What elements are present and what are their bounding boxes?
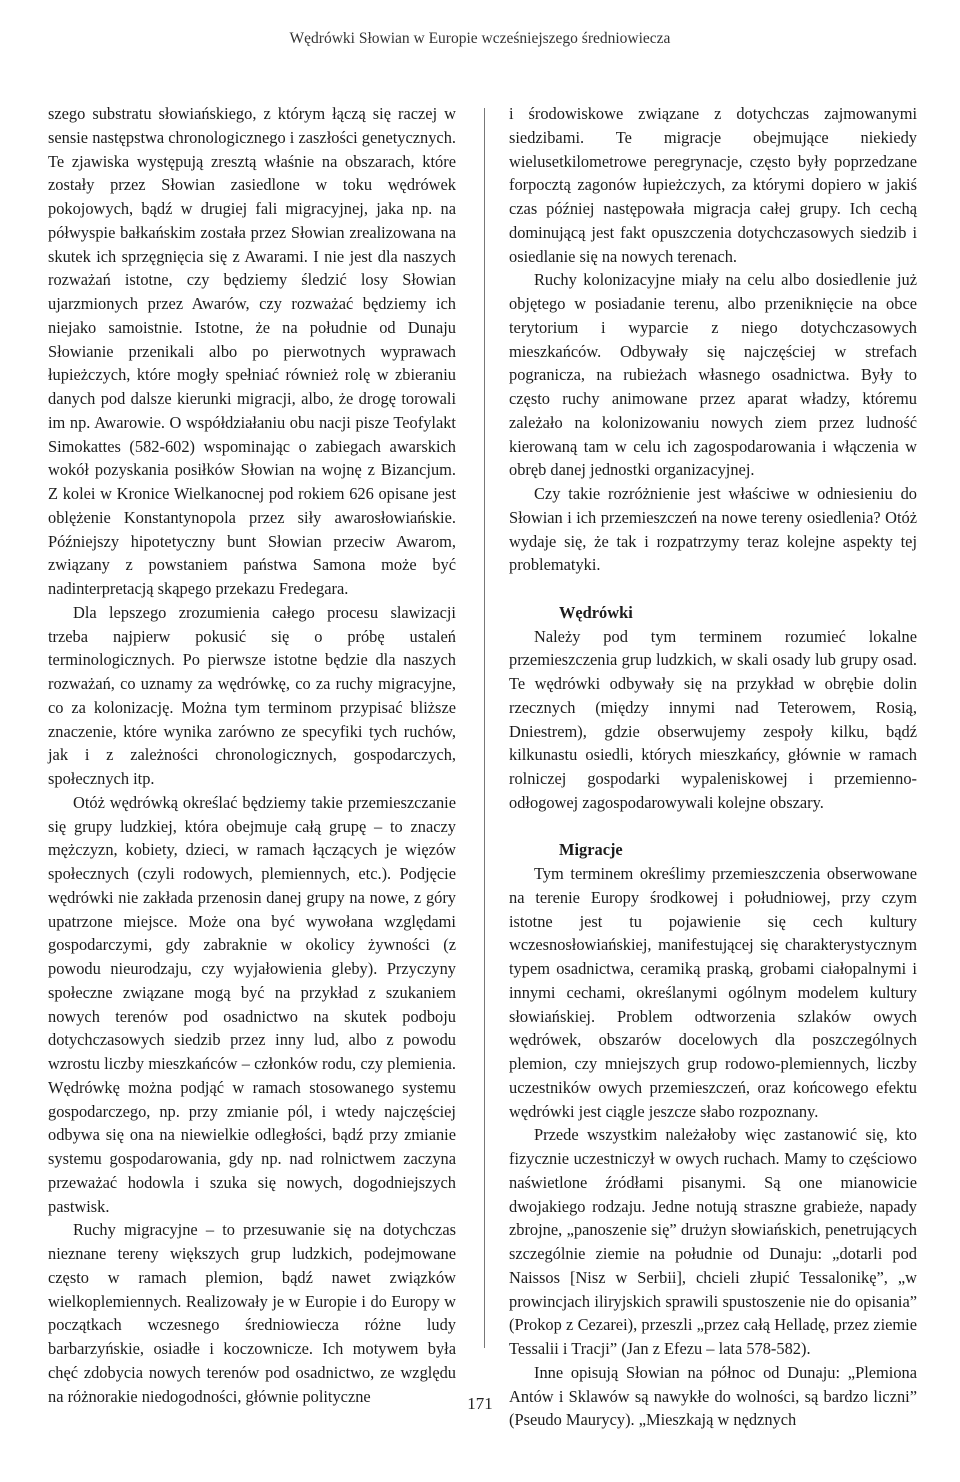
paragraph: Ruchy kolonizacyjne miały na celu albo dosiedlenie już objętego w posiadanie terenu, albo przeniknięcie na obce terytorium i wyparcie z niego dotychczasowych mieszkańców. Odbywały się najczęściej w strefach pogranicza, na rubieżach własnego osadnictwa. Były to często ruchy animowane przez aparat władzy, któremu zależało na kolonizowaniu nowych ziem przez ludność kierowaną tam w celu ich zagospodarowania i włączenia w obręb danej jednostki organizacyjnej. xyxy=(509,270,917,480)
paragraph: Przede wszystkim należałoby więc zastanowić się, kto fizycznie uczestniczył w owych ruchach. Mamy to częściowo naświetlone źródłami pisanymi. Są one mianowicie dwojakiego rodzaju. Jedne notują straszne grabieże, napady zbrojne, „panoszenie się” drużyn słowiańskich, penetrujących szczególnie ziemie na południe od Dunaju: „dotarli pod Naissos [Nisz w Serbii], chcieli złupić Tessalonikę”, „w prowincjach iliryjskich sprawili spustoszenie nie do opisania” (Prokop z Cezarei), przeszli „przez całą Helladę, przez ziemie Tessalii i Tracji” (Jan z Efezu – lata 578-582). xyxy=(509,1125,917,1358)
paragraph: Otóż wędrówką określać będziemy takie przemieszczanie się grupy ludzkiej, która obejmuje całą grupę – to znaczy mężczyzn, kobiety, dzieci, w ramach łączących je więzów społecznych (czyli rodowych, plemiennych, etc.). Podjęcie wędrówki nie zakłada przenosin danej grupy na nowe, z góry upatrzone miejsce. Może ona być wywołana względami gospodarczymi, gdy zabraknie w okolicy żywności (z powodu nieurodzaju, czy wyjałowienia gleby). Przyczyny społeczne związane mogą być na przykład z szukaniem nowych terenów pod osadnictwo na skutek podboju dotychczasowych siedzib przez inny lud, albo z powodu wzrostu liczby mieszkańców – członków rodu, czy plemienia. Wędrówkę można podjąć w ramach stosowanego systemu gospodarczego, np. przy zmianie pól, i wtedy najczęściej odbywa się ona na niewielkie odległości, bądź przy zmianie systemu gospodarowania, gdy np. nad rolnictwem zaczyna przeważać hodowla i szuka się nowych, dogodniejszych pastwisk. xyxy=(48,792,456,1216)
column-divider xyxy=(484,108,485,1348)
right-column xyxy=(509,102,917,1432)
page-number: 171 xyxy=(467,1394,493,1413)
running-head: Wędrówki Słowian w Europie wcześniejszego średniowiecza xyxy=(289,30,671,47)
paragraph: Tym terminem określimy przemieszczenia obserwowane na terenie Europy środkowej i południowej, przy czym istotne jest tu pojawienie się cech kultury wczesnosłowiańskiej, manifestującej się charakterystycznym typem osadnictwa, ceramiką praską, grobami ciałopalnymi i innymi cechami, określanymi ogólnym modelem kultury słowiańskiej. Problem odtworzenia szlaków owych wędrówek, obszarów docelowych dla poszczególnych plemion, czy mniejszych grup rodowo-plemiennych, liczby uczestników owych przemieszczeń, oraz końcowego efektu wędrówki jest ciągle jeszcze słabo rozpoznany. xyxy=(509,864,917,1121)
section-heading: Migracje xyxy=(559,840,623,860)
paragraph: Ruchy migracyjne – to przesuwanie się na dotychczas nieznane tereny większych grup ludzkich, podejmowane często w ramach plemion, bądź nawet związków wielkoplemiennych. Realizowały je w Europie i do Europy w początkach wczesnego średniowiecza różne ludy barbarzyńskie, osiadłe i koczownicze. Ich motywem była chęć zdobycia nowych terenów pod osadnictwo, ze względu na różnorakie niedogodności, głównie polityczne xyxy=(48,1220,456,1406)
paragraph: Inne opisują Słowian na północ od Dunaju: „Plemiona Antów i Sklawów są nawykłe do wolności, są bardzo liczni” (Pseudo Maurycy). „Mieszkają w nędznych xyxy=(509,1362,917,1430)
section-gap xyxy=(509,815,917,839)
paragraph: szego substratu słowiańskiego, z którym łączą się raczej w sensie następstwa chronologicznego i zaszłości genetycznych. Te zjawiska występują zresztą właśnie na obszarach, które zostały przez Słowian zasiedlone w toku wędrówek pokojowych, bądź w drugiej fali migracyjnej, jaka np. na półwyspie bałkańskim została przez Słowian zrealizowana na skutek ich sprzęgnięcia się z Awarami. I nie jest dla naszych rozważań istotne, czy będziemy śledzić losy Słowian ujarzmionych przez Awarów, czy rozważać będziemy ich niejako samoistnie. Istotne, że na południe od Dunaju Słowianie przenikali albo po pierwotnych wyprawach łupieżczych, które mogły spełniać również rolę w zbieraniu danych pod dalsze kierunki migracji, albo, że drogę torowali im np. Awarowie. O współdziałaniu obu nacji pisze Teofylakt Simokattes (582-602) wspominając o zabiegach awarskich wokół pozyskania posiłków Słowian na wojnę z Bizancjum. Z kolei w Kronice Wielkanocnej pod rokiem 626 opisane jest oblężenie Konstantynopola przez siły awarosłowiańskie. Późniejszy hipotetyczny bunt Słowian przeciw Awarom, związany z powstaniem państwa Samona może być nadinterpretacją skąpego przekazu Fredegara. xyxy=(48,104,456,598)
paragraph: Dla lepszego zrozumienia całego procesu slawizacji trzeba najpierw pokusić się o próbę ustaleń terminologicznych. Po pierwsze istotne będzie dla naszych rozważań, co uznamy za wędrówkę, co za ruchy migracyjne, co za kolonizację. Można tym terminom przypisać bliższe znaczenie, które wynika zarówno ze specyfiki tych ruchów, jak i z zależności chronologicznych, gospodarczych, społecznych itp. xyxy=(48,602,456,788)
paragraph: Czy takie rozróżnienie jest właściwe w odniesieniu do Słowian i ich przemieszczeń na nowe tereny osiedlenia? Otóż wydaje się, że tak i rozpatrzymy teraz kolejne aspekty tej problematyki. xyxy=(509,484,917,575)
section-gap xyxy=(509,577,917,601)
paragraph: Należy pod tym terminem rozumieć lokalne przemieszczenia grup ludzkich, w skali osady lub grupy osad. Te wędrówki odbywały się na przykład w obrębie dolin rzecznych (między innymi nad Teterowem, Rosią, Dniestrem), gdzie obserwujemy zespoły kilku, bądź kilkunastu osiedli, których mieszkańcy, głównie w ramach rolniczej gospodarki wypalenіskowej i przemienno-odłogowej zagospodarowywali kolejne obszary. xyxy=(509,626,917,812)
paragraph: i środowiskowe związane z dotychczas zajmowanymi siedzibami. Te migracje obejmujące niekiedy wielusetkilometrowe peregrynacje, często były poprzedzane forpocztą zagonów łupieżczych, za którymi dopiero w jakiś czas później następowała migracja całej grupy. Ich cechą dominującą jest fakt opuszczenia dotychczasowych siedzib i osiedlanie się na nowych terenach. xyxy=(509,104,917,266)
left-column xyxy=(48,102,456,1408)
section-heading: Wędrówki xyxy=(559,602,633,622)
